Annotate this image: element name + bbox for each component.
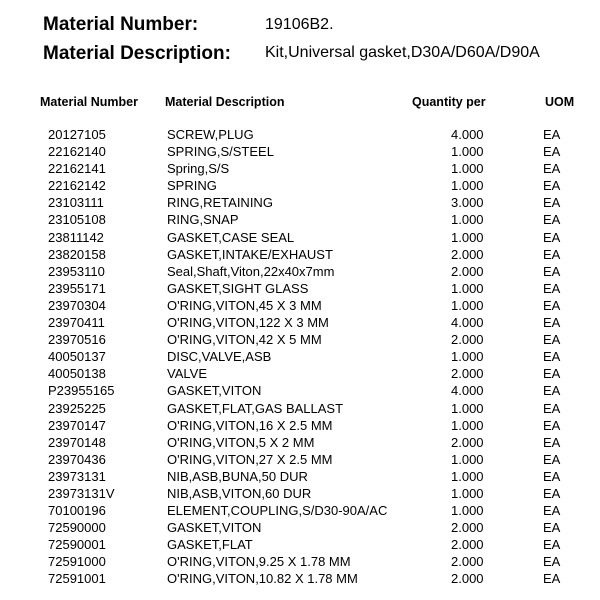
cell-material-description: O'RING,VITON,42 X 5 MM — [167, 332, 322, 348]
cell-material-description: ELEMENT,COUPLING,S/D30-90A/AC — [167, 503, 388, 519]
cell-material-description: O'RING,VITON,5 X 2 MM — [167, 434, 315, 450]
cell-material-description: NIB,ASB,BUNA,50 DUR — [167, 468, 308, 484]
cell-quantity: 3.000 — [451, 195, 484, 211]
cell-material-description: GASKET,VITON — [167, 520, 262, 536]
cell-uom: EA — [543, 280, 561, 296]
cell-uom: EA — [543, 212, 561, 228]
table-row — [0, 143, 600, 160]
cell-quantity: 2.000 — [451, 332, 484, 348]
cell-uom: EA — [543, 468, 561, 484]
cell-quantity: 2.000 — [451, 366, 484, 382]
cell-material-number: 20127105 — [48, 127, 106, 142]
cell-material-number: 23955171 — [48, 280, 106, 296]
cell-material-number: 70100196 — [48, 503, 106, 519]
cell-material-description: Seal,Shaft,Viton,22x40x7mm — [167, 263, 335, 279]
cell-material-description: Spring,S/S — [167, 161, 230, 177]
cell-uom: EA — [543, 229, 561, 245]
table-row — [0, 160, 600, 177]
material-description-value: Kit,Universal gasket,D30A/D60A/D90A — [265, 44, 540, 61]
cell-uom: EA — [543, 383, 561, 399]
cell-quantity: 1.000 — [451, 297, 484, 313]
cell-quantity: 2.000 — [451, 554, 484, 570]
column-header-uom: UOM — [545, 95, 575, 109]
cell-material-description: GASKET,INTAKE/EXHAUST — [167, 246, 333, 262]
cell-material-number: 23973131V — [48, 485, 115, 501]
cell-material-description: SPRING — [167, 178, 217, 194]
cell-quantity: 2.000 — [451, 571, 484, 587]
cell-uom: EA — [543, 434, 561, 450]
table-row — [0, 126, 600, 143]
column-header-material-number: Material Number — [40, 95, 138, 109]
table-row — [0, 177, 600, 194]
cell-quantity: 2.000 — [451, 246, 484, 262]
table-row — [0, 519, 600, 536]
column-header-material-description: Material Description — [165, 95, 285, 109]
cell-material-number: 23970148 — [48, 434, 106, 450]
table-row — [0, 382, 600, 399]
cell-material-description: O'RING,VITON,45 X 3 MM — [167, 297, 322, 313]
cell-material-number: P23955165 — [48, 383, 115, 399]
cell-uom: EA — [543, 127, 561, 142]
cell-material-description: O'RING,VITON,16 X 2.5 MM — [167, 417, 333, 433]
cell-quantity: 2.000 — [451, 537, 484, 553]
table-row — [0, 263, 600, 280]
cell-material-description: NIB,ASB,VITON,60 DUR — [167, 485, 312, 501]
cell-material-description: SCREW,PLUG — [167, 127, 254, 142]
cell-material-description: GASKET,SIGHT GLASS — [167, 280, 309, 296]
cell-uom: EA — [543, 520, 561, 536]
cell-quantity: 1.000 — [451, 144, 484, 160]
table-row — [0, 348, 600, 365]
cell-material-number: 23970411 — [48, 315, 105, 331]
cell-uom: EA — [543, 349, 561, 365]
cell-material-description: GASKET,FLAT,GAS BALLAST — [167, 400, 344, 416]
cell-uom: EA — [543, 246, 561, 262]
cell-material-number: 72590000 — [48, 520, 106, 536]
cell-material-description: RING,RETAINING — [167, 195, 273, 211]
cell-material-description: O'RING,VITON,9.25 X 1.78 MM — [167, 554, 351, 570]
table-row — [0, 502, 600, 519]
cell-quantity: 1.000 — [451, 417, 484, 433]
cell-quantity: 1.000 — [451, 229, 484, 245]
cell-uom: EA — [543, 195, 561, 211]
table-row — [0, 417, 600, 434]
cell-quantity: 1.000 — [451, 468, 484, 484]
cell-material-description: RING,SNAP — [167, 212, 239, 228]
cell-material-number: 23970147 — [48, 417, 106, 433]
cell-material-description: O'RING,VITON,122 X 3 MM — [167, 315, 329, 331]
cell-material-description: O'RING,VITON,10.82 X 1.78 MM — [167, 571, 358, 587]
cell-uom: EA — [543, 332, 561, 348]
cell-material-number: 23105108 — [48, 212, 106, 228]
cell-material-description: O'RING,VITON,27 X 2.5 MM — [167, 451, 333, 467]
cell-quantity: 4.000 — [451, 383, 484, 399]
cell-quantity: 1.000 — [451, 349, 484, 365]
column-header-quantity: Quantity per — [412, 95, 486, 109]
cell-material-number: 72591001 — [48, 571, 106, 587]
table-row — [0, 246, 600, 263]
table-row — [0, 314, 600, 331]
cell-material-number: 23953110 — [48, 263, 105, 279]
cell-material-description: GASKET,FLAT — [167, 537, 253, 553]
cell-quantity: 2.000 — [451, 434, 484, 450]
cell-material-number: 40050137 — [48, 349, 106, 365]
cell-material-number: 23970516 — [48, 332, 106, 348]
material-number-label: Material Number: — [43, 14, 199, 35]
cell-quantity: 1.000 — [451, 451, 484, 467]
cell-material-description: GASKET,CASE SEAL — [167, 229, 295, 245]
cell-uom: EA — [543, 178, 561, 194]
cell-uom: EA — [543, 366, 561, 382]
cell-uom: EA — [543, 554, 561, 570]
cell-material-number: 72590001 — [48, 537, 106, 553]
cell-quantity: 1.000 — [451, 212, 484, 228]
cell-uom: EA — [543, 451, 561, 467]
cell-material-number: 22162141 — [48, 161, 106, 177]
table-row — [0, 434, 600, 451]
cell-material-number: 22162142 — [48, 178, 106, 194]
cell-material-number: 23970436 — [48, 451, 106, 467]
cell-uom: EA — [543, 417, 561, 433]
cell-quantity: 1.000 — [451, 485, 484, 501]
cell-quantity: 1.000 — [451, 280, 484, 296]
cell-material-number: 23970304 — [48, 297, 106, 313]
table-row — [0, 229, 600, 246]
cell-material-number: 72591000 — [48, 554, 106, 570]
cell-quantity: 2.000 — [451, 520, 484, 536]
table-row — [0, 194, 600, 211]
cell-uom: EA — [543, 144, 561, 160]
cell-quantity: 4.000 — [451, 315, 484, 331]
cell-uom: EA — [543, 297, 561, 313]
cell-quantity: 1.000 — [451, 161, 484, 177]
table-row — [0, 400, 600, 417]
material-description-label: Material Description: — [43, 43, 231, 64]
cell-uom: EA — [543, 537, 561, 553]
cell-uom: EA — [543, 485, 561, 501]
cell-quantity: 2.000 — [451, 263, 484, 279]
cell-material-number: 40050138 — [48, 366, 106, 382]
table-row — [0, 451, 600, 468]
cell-material-description: SPRING,S/STEEL — [167, 144, 274, 160]
cell-quantity: 4.000 — [451, 127, 484, 142]
cell-uom: EA — [543, 315, 561, 331]
cell-uom: EA — [543, 400, 561, 416]
table-row — [0, 468, 600, 485]
table-row — [0, 280, 600, 297]
table-row — [0, 485, 600, 502]
table-row — [0, 297, 600, 314]
cell-material-number: 23973131 — [48, 468, 106, 484]
material-number-value: 19106B2. — [265, 16, 334, 33]
table-row — [0, 365, 600, 382]
table-row — [0, 211, 600, 228]
cell-uom: EA — [543, 263, 561, 279]
cell-uom: EA — [543, 571, 561, 587]
cell-quantity: 1.000 — [451, 178, 484, 194]
cell-material-description: DISC,VALVE,ASB — [167, 349, 272, 365]
materials-table — [0, 126, 600, 588]
cell-material-number: 23103111 — [48, 195, 104, 211]
cell-material-number: 23811142 — [48, 229, 104, 245]
table-row — [0, 536, 600, 553]
cell-material-number: 23925225 — [48, 400, 106, 416]
cell-uom: EA — [543, 503, 561, 519]
cell-material-number: 23820158 — [48, 246, 106, 262]
table-row — [0, 553, 600, 570]
cell-material-number: 22162140 — [48, 144, 106, 160]
cell-material-description: GASKET,VITON — [167, 383, 262, 399]
cell-quantity: 1.000 — [451, 503, 484, 519]
cell-material-description: VALVE — [167, 366, 207, 382]
cell-quantity: 1.000 — [451, 400, 484, 416]
cell-uom: EA — [543, 161, 561, 177]
table-row — [0, 331, 600, 348]
table-row — [0, 570, 600, 587]
